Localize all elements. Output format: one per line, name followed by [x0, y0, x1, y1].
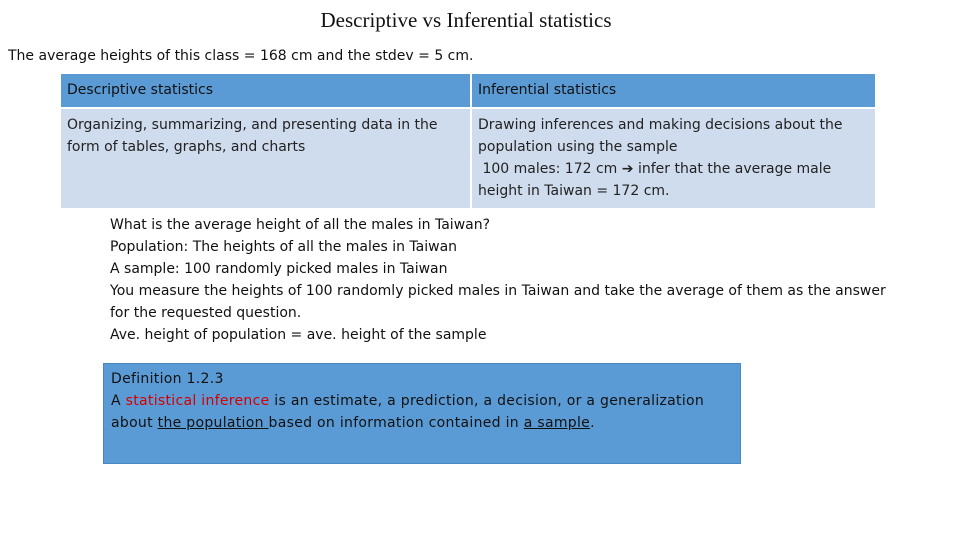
definition-line-2 [111, 412, 733, 434]
right-arrow-icon: ➔ [621, 161, 634, 177]
method-line: You measure the heights of 100 randomly picked males in Taiwan and take the average of them as the answer [110, 283, 886, 299]
header-inferential: Inferential statistics [471, 73, 876, 108]
definition-end: . [590, 415, 595, 431]
inferential-line: Drawing inferences and making decisions about the [478, 117, 843, 133]
table-row [60, 108, 876, 209]
population-line: Population: The heights of all the males in Taiwan [110, 239, 458, 255]
definition-about: about [111, 415, 158, 431]
definition-sample: a sample [523, 415, 591, 431]
example-end: height in Taiwan = 172 cm. [478, 183, 670, 199]
header-descriptive: Descriptive statistics [60, 73, 471, 108]
sample-line: A sample: 100 randomly picked males in Taiwan [110, 261, 448, 277]
example-start: 100 males: 172 cm [478, 161, 622, 177]
intro-text: The average heights of this class = 168 cm and the stdev = 5 cm. [8, 48, 474, 64]
descriptive-line: form of tables, graphs, and charts [67, 139, 306, 155]
body-text [110, 214, 886, 346]
definition-box [103, 363, 741, 464]
descriptive-line: Organizing, summarizing, and presenting data in the [67, 117, 438, 133]
definition-based-on: based on information contained in [268, 415, 524, 431]
definition-middle: is an estimate, a prediction, a decision, or a generalization [269, 393, 705, 409]
table-header-row [60, 73, 876, 108]
definition-term: statistical inference [125, 393, 270, 409]
question-line: What is the average height of all the males in Taiwan? [110, 217, 491, 233]
equality-line: Ave. height of population = ave. height of the sample [110, 327, 487, 343]
example-middle: infer that the average male [633, 161, 832, 177]
inferential-line: population using the sample [478, 139, 678, 155]
cell-descriptive [60, 108, 471, 209]
comparison-table [59, 72, 877, 210]
slide-title: Descriptive vs Inferential statistics [320, 8, 612, 32]
cell-inferential [471, 108, 876, 209]
definition-line-1 [111, 390, 733, 412]
definition-population: the population [157, 415, 269, 431]
example-line [478, 158, 869, 180]
definition-heading: Definition 1.2.3 [111, 371, 224, 387]
definition-prefix: A [111, 393, 126, 409]
method-line-cont: for the requested question. [110, 305, 302, 321]
